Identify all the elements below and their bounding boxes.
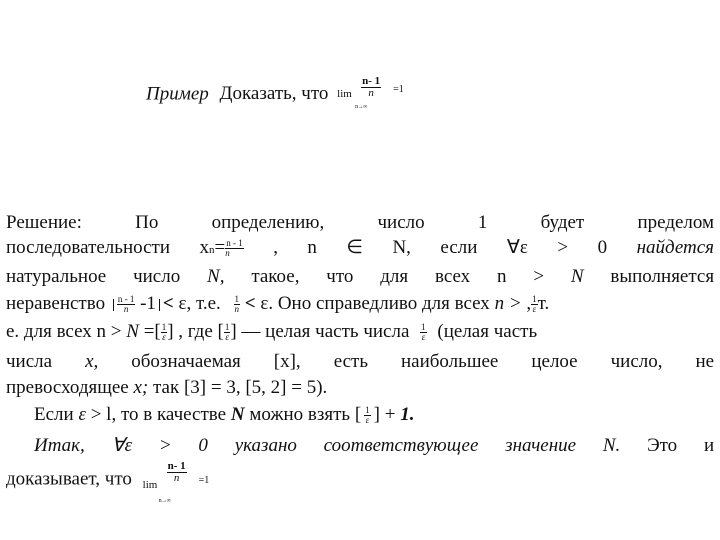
one-over-n-fraction bbox=[234, 295, 241, 314]
word: указано bbox=[234, 435, 297, 456]
fraction-denominator: ε bbox=[365, 415, 370, 426]
word: числа bbox=[6, 351, 53, 372]
var-N: N bbox=[126, 321, 139, 342]
word: есть bbox=[333, 351, 368, 372]
word: натуральное bbox=[6, 266, 107, 287]
fraction-numerator: 1 bbox=[161, 322, 167, 333]
text: =[ bbox=[143, 321, 161, 342]
solution-line-10 bbox=[6, 460, 714, 504]
var-x: x; bbox=[133, 377, 149, 398]
set-N: N, bbox=[392, 237, 411, 258]
fraction-denominator: ε bbox=[532, 304, 537, 315]
limit-equals: =1 bbox=[198, 475, 210, 486]
lim-subscript: n→∞ bbox=[355, 104, 367, 110]
sub-n: n bbox=[208, 244, 215, 256]
fraction-numerator: 1 bbox=[532, 294, 537, 305]
var-n: n bbox=[307, 237, 317, 258]
fraction-numerator: n- 1 bbox=[167, 460, 186, 472]
comma: , bbox=[526, 293, 532, 314]
fraction-denominator: n bbox=[225, 248, 230, 259]
greater-than: > bbox=[557, 237, 569, 258]
var-N: N, bbox=[207, 266, 225, 287]
word: число bbox=[377, 212, 425, 233]
abs-bar bbox=[113, 299, 114, 311]
word: для bbox=[380, 266, 409, 287]
fraction-denominator: ε bbox=[162, 332, 166, 343]
var-N: N. bbox=[602, 435, 621, 456]
text: ε. Оно справедливо для всех bbox=[260, 293, 490, 314]
example-heading bbox=[146, 75, 417, 112]
abs-fraction bbox=[117, 295, 136, 314]
fraction-numerator: n - 1 bbox=[117, 294, 135, 305]
solution-line-2 bbox=[6, 236, 714, 262]
word: и bbox=[703, 435, 715, 456]
solution-line-4 bbox=[6, 292, 714, 316]
text: т. bbox=[537, 293, 550, 314]
text: ] , где [ bbox=[167, 321, 224, 342]
text: доказывает, что bbox=[6, 468, 132, 490]
zero: 0 bbox=[198, 435, 208, 456]
fraction-numerator: 1 bbox=[224, 322, 230, 333]
text: > l, то в качестве bbox=[90, 404, 227, 425]
text: (целая часть bbox=[437, 321, 538, 342]
abs-bar bbox=[159, 299, 160, 311]
solution-line-1 bbox=[6, 211, 714, 235]
word: неравенство bbox=[6, 293, 106, 314]
text: ] — целая часть числа bbox=[230, 321, 410, 342]
var-x: x, bbox=[85, 351, 99, 372]
solution-line-6 bbox=[6, 350, 714, 374]
word: всех bbox=[434, 266, 471, 287]
word: соответствующее bbox=[323, 435, 479, 456]
word: превосходящее bbox=[6, 377, 129, 398]
fraction-numerator: n- 1 bbox=[362, 75, 381, 87]
one: 1. bbox=[400, 404, 415, 425]
forall-epsilon: ∀ε bbox=[506, 237, 528, 258]
var-N: N bbox=[230, 404, 245, 425]
word: Решение: bbox=[6, 212, 82, 233]
fraction-numerator: 1 bbox=[234, 294, 240, 305]
word: будет bbox=[540, 212, 585, 233]
forall-epsilon: ∀ε bbox=[111, 435, 133, 456]
fraction-denominator: n bbox=[234, 304, 240, 315]
one-over-eps-fraction bbox=[364, 406, 371, 425]
word: По bbox=[135, 212, 159, 233]
minus-one: -1 bbox=[140, 293, 156, 314]
fraction-numerator: n - 1 bbox=[226, 238, 243, 249]
text: ] + bbox=[373, 404, 396, 425]
fraction-denominator: n bbox=[368, 87, 374, 99]
word: число bbox=[133, 266, 181, 287]
text: е. для всех n > bbox=[6, 321, 122, 342]
text: ε, т.е. bbox=[178, 293, 221, 314]
word: такое, bbox=[251, 266, 300, 287]
text: так [3] = 3, [5, 2] = 5). bbox=[153, 377, 328, 398]
one-over-eps-fraction bbox=[420, 323, 427, 342]
less-than: < bbox=[162, 293, 174, 314]
comma: , bbox=[273, 237, 278, 258]
floor-x: [x], bbox=[273, 351, 301, 372]
equals: = bbox=[214, 237, 226, 258]
fraction-denominator: n bbox=[173, 472, 180, 484]
word: значение bbox=[505, 435, 577, 456]
word: наибольшее bbox=[401, 351, 499, 372]
limit-fraction bbox=[361, 76, 381, 99]
word: обозначаемая bbox=[131, 351, 241, 372]
sequence-fraction bbox=[225, 239, 244, 258]
word: 1 bbox=[477, 212, 488, 233]
solution-line-3 bbox=[6, 265, 714, 289]
text: можно взять [ bbox=[249, 404, 362, 425]
limit-equals: =1 bbox=[393, 84, 404, 95]
solution-line-9 bbox=[34, 434, 714, 458]
lim-word: lim bbox=[337, 88, 352, 100]
greater-than: > bbox=[158, 435, 172, 456]
conclusion-limit-formula bbox=[141, 460, 221, 504]
example-label: Пример bbox=[146, 83, 209, 105]
var-n: n > bbox=[494, 293, 522, 314]
word: Итак, bbox=[34, 435, 85, 456]
solution-line-5 bbox=[6, 320, 714, 344]
word: если bbox=[440, 237, 478, 258]
element-of-symbol: ∈ bbox=[346, 237, 363, 258]
var-epsilon: ε bbox=[78, 404, 86, 425]
solution-line-7 bbox=[6, 376, 714, 400]
fraction-denominator: n bbox=[123, 304, 129, 315]
word: выполняется bbox=[610, 266, 715, 287]
word: последовательности bbox=[6, 237, 170, 258]
example-text: Доказать, что bbox=[219, 83, 329, 105]
limit-fraction bbox=[167, 461, 187, 484]
word: что bbox=[326, 266, 354, 287]
lim-subscript: n→∞ bbox=[158, 498, 171, 504]
greater-than: > bbox=[533, 266, 545, 287]
word: Это bbox=[647, 435, 678, 456]
word: пределом bbox=[637, 212, 715, 233]
less-than: < bbox=[244, 293, 256, 314]
example-limit-formula bbox=[337, 75, 417, 112]
zero: 0 bbox=[597, 237, 608, 258]
word: число, bbox=[610, 351, 663, 372]
word: целое bbox=[531, 351, 578, 372]
lim-word: lim bbox=[142, 479, 158, 491]
fraction-denominator: ε bbox=[421, 332, 426, 343]
fraction-numerator: 1 bbox=[421, 322, 426, 333]
var-x: x bbox=[199, 237, 209, 258]
word: найдется bbox=[636, 237, 715, 258]
fraction-denominator: ε bbox=[225, 332, 229, 343]
word: определению, bbox=[211, 212, 325, 233]
word: не bbox=[695, 351, 715, 372]
sequence-term bbox=[199, 237, 243, 258]
fraction-numerator: 1 bbox=[365, 405, 370, 416]
var-N: N bbox=[570, 266, 584, 287]
var-n: n bbox=[497, 266, 507, 287]
solution-line-8 bbox=[34, 403, 720, 427]
word: Если bbox=[34, 404, 74, 425]
